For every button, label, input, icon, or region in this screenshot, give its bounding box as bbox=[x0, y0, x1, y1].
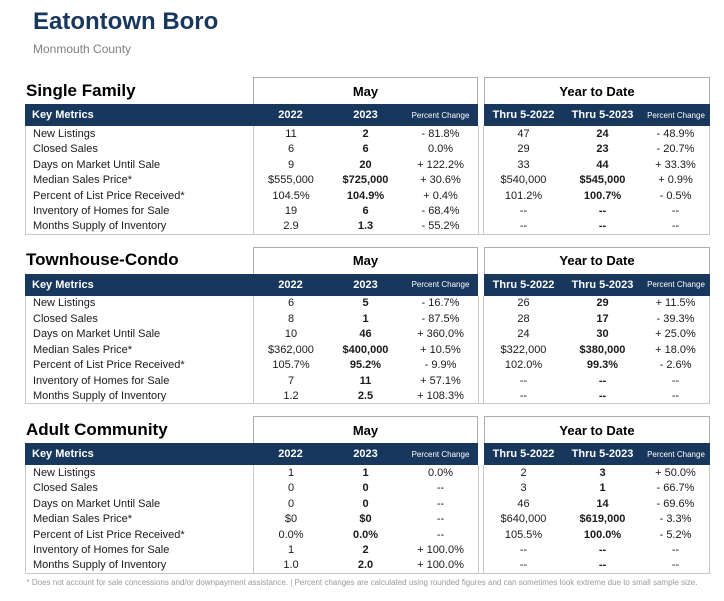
value-thru-2023: -- bbox=[563, 558, 642, 574]
value-may-2022: 1.0 bbox=[253, 558, 328, 574]
value-thru-2022: 47 bbox=[517, 127, 530, 140]
value-thru-2023: $545,000 bbox=[579, 174, 626, 187]
value-may-2023: 95.2% bbox=[349, 359, 382, 372]
metric-label: New Listings bbox=[25, 126, 253, 142]
table-row bbox=[25, 558, 710, 574]
value-may-2022: 9 bbox=[253, 157, 328, 173]
column-header-row bbox=[25, 443, 710, 465]
section-title: Single Family bbox=[26, 80, 136, 100]
column-header-ytd-percent-change: Percent Change bbox=[642, 104, 710, 126]
value-may-2022: 19 bbox=[253, 204, 328, 220]
value-thru-2022: $322,000 bbox=[500, 343, 547, 356]
value-may-percent-change: + 100.0% bbox=[417, 544, 464, 557]
value-may-percent-change: + 57.1% bbox=[420, 374, 461, 387]
section-rows bbox=[25, 465, 710, 574]
metric-label: Days on Market Until Sale bbox=[25, 157, 253, 173]
value-may-2022: 0 bbox=[253, 496, 328, 512]
value-ytd-percent-change: + 33.3% bbox=[642, 157, 710, 173]
value-may-2022: 10 bbox=[253, 327, 328, 343]
value-may-2023: 0 bbox=[362, 482, 369, 495]
value-may-2023: 0 bbox=[362, 497, 369, 510]
value-ytd-percent-change: - 2.6% bbox=[642, 358, 710, 374]
value-may-2023: 6 bbox=[362, 143, 369, 156]
column-header-thru-2022: Thru 5-2022 bbox=[484, 443, 563, 465]
value-ytd-percent-change: -- bbox=[642, 558, 710, 574]
value-ytd-percent-change: + 50.0% bbox=[642, 465, 710, 481]
value-thru-2022: 46 bbox=[517, 497, 530, 510]
section-title: Adult Community bbox=[26, 419, 168, 439]
value-may-2023: $400,000 bbox=[342, 343, 389, 356]
table-row bbox=[25, 512, 710, 528]
value-may-2023: 2.5 bbox=[328, 389, 403, 405]
table-row bbox=[25, 543, 710, 559]
value-may-2022: 104.5% bbox=[253, 188, 328, 204]
value-may-percent-change: - 9.9% bbox=[424, 359, 457, 372]
value-thru-2023: 3 bbox=[599, 466, 606, 479]
value-thru-2022: -- bbox=[484, 389, 563, 405]
column-header-may-2022: 2022 bbox=[253, 274, 328, 296]
value-may-2022: 7 bbox=[253, 373, 328, 389]
table-row bbox=[25, 157, 710, 173]
value-may-2022: 11 bbox=[253, 126, 328, 142]
metric-label: Months Supply of Inventory bbox=[25, 558, 253, 574]
report-header bbox=[33, 8, 724, 56]
value-may-2023: $0 bbox=[359, 513, 372, 526]
table-row bbox=[25, 142, 710, 158]
column-header-may-percent-change: Percent Change bbox=[403, 443, 478, 465]
section-single-family bbox=[25, 77, 710, 235]
table-row bbox=[25, 496, 710, 512]
value-may-2023: 2 bbox=[362, 127, 369, 140]
value-may-2022: $555,000 bbox=[253, 173, 328, 189]
value-ytd-percent-change: - 66.7% bbox=[642, 481, 710, 497]
value-ytd-percent-change: - 20.7% bbox=[642, 142, 710, 158]
value-may-percent-change: -- bbox=[436, 497, 445, 510]
value-thru-2022: 2 bbox=[520, 466, 527, 479]
value-ytd-percent-change: -- bbox=[642, 219, 710, 235]
section-title-row bbox=[25, 247, 710, 274]
column-header-may-2022: 2022 bbox=[253, 443, 328, 465]
value-may-percent-change: - 87.5% bbox=[421, 312, 460, 325]
value-thru-2023: -- bbox=[598, 544, 607, 557]
value-thru-2023: $619,000 bbox=[579, 513, 626, 526]
group-header-may: May bbox=[253, 416, 478, 443]
value-ytd-percent-change: - 5.2% bbox=[642, 527, 710, 543]
column-header-ytd-percent-change: Percent Change bbox=[642, 443, 710, 465]
value-ytd-percent-change: - 3.3% bbox=[642, 512, 710, 528]
value-ytd-percent-change: + 25.0% bbox=[642, 327, 710, 343]
value-may-percent-change: + 100.0% bbox=[403, 558, 478, 574]
value-may-2022: 2.9 bbox=[253, 219, 328, 235]
value-thru-2023: 99.3% bbox=[586, 359, 619, 372]
table-row bbox=[25, 527, 710, 543]
value-may-2022: 6 bbox=[253, 296, 328, 312]
value-may-2022: $0 bbox=[253, 512, 328, 528]
value-thru-2022: -- bbox=[519, 544, 528, 557]
value-thru-2022: 101.2% bbox=[504, 189, 543, 202]
page-subtitle: Monmouth County bbox=[33, 42, 132, 56]
value-may-percent-change: - 68.4% bbox=[421, 205, 460, 218]
metric-label: Percent of List Price Received* bbox=[25, 358, 253, 374]
column-header-key-metrics: Key Metrics bbox=[25, 443, 253, 465]
value-ytd-percent-change: -- bbox=[642, 204, 710, 220]
value-thru-2022: 28 bbox=[517, 312, 530, 325]
value-thru-2022: $540,000 bbox=[500, 174, 547, 187]
value-may-2022: 0.0% bbox=[253, 527, 328, 543]
section-title-row bbox=[25, 77, 710, 104]
table-row bbox=[25, 389, 710, 405]
value-may-2023: 46 bbox=[359, 328, 372, 341]
value-may-2022: 6 bbox=[253, 142, 328, 158]
value-thru-2022: -- bbox=[484, 219, 563, 235]
column-header-thru-2023: Thru 5-2023 bbox=[563, 443, 642, 465]
page-title: Eatontown Boro bbox=[33, 8, 219, 35]
column-header-key-metrics: Key Metrics bbox=[25, 274, 253, 296]
value-thru-2023: -- bbox=[563, 389, 642, 405]
value-thru-2022: 33 bbox=[517, 158, 530, 171]
table-row bbox=[25, 173, 710, 189]
table-row bbox=[25, 296, 710, 312]
table-row bbox=[25, 219, 710, 235]
value-may-percent-change: + 122.2% bbox=[417, 158, 464, 171]
value-thru-2022: -- bbox=[484, 558, 563, 574]
value-may-2022: 1 bbox=[253, 465, 328, 481]
value-ytd-percent-change: - 39.3% bbox=[642, 311, 710, 327]
value-thru-2023: 24 bbox=[596, 127, 609, 140]
metric-label: Median Sales Price* bbox=[25, 342, 253, 358]
column-header-thru-2022: Thru 5-2022 bbox=[484, 104, 563, 126]
section-rows bbox=[25, 296, 710, 405]
value-thru-2023: $380,000 bbox=[579, 343, 626, 356]
value-may-2022: $362,000 bbox=[253, 342, 328, 358]
metric-label: Inventory of Homes for Sale bbox=[25, 543, 253, 559]
column-header-may-percent-change: Percent Change bbox=[403, 104, 478, 126]
section-townhouse-condo bbox=[25, 247, 710, 405]
value-may-percent-change: - 81.8% bbox=[421, 127, 460, 140]
metric-label: Median Sales Price* bbox=[25, 512, 253, 528]
metric-label: Closed Sales bbox=[25, 142, 253, 158]
value-ytd-percent-change: - 69.6% bbox=[642, 496, 710, 512]
column-header-may-2023: 2023 bbox=[328, 104, 403, 126]
group-header-year-to-date: Year to Date bbox=[484, 416, 710, 443]
metric-label: Closed Sales bbox=[25, 311, 253, 327]
column-header-may-percent-change: Percent Change bbox=[403, 274, 478, 296]
value-may-2023: 1 bbox=[362, 312, 369, 325]
value-may-2023: 2 bbox=[362, 544, 369, 557]
metric-label: Percent of List Price Received* bbox=[25, 188, 253, 204]
table-row bbox=[25, 358, 710, 374]
metric-label: Inventory of Homes for Sale bbox=[25, 204, 253, 220]
value-thru-2022: -- bbox=[519, 374, 528, 387]
metric-label: Closed Sales bbox=[25, 481, 253, 497]
value-thru-2023: 44 bbox=[596, 158, 609, 171]
value-may-2023: 5 bbox=[362, 297, 369, 310]
value-thru-2023: 23 bbox=[596, 143, 609, 156]
value-may-2023: 104.9% bbox=[346, 189, 385, 202]
metric-label: Days on Market Until Sale bbox=[25, 327, 253, 343]
metric-label: New Listings bbox=[25, 465, 253, 481]
metric-label: Inventory of Homes for Sale bbox=[25, 373, 253, 389]
value-thru-2022: 26 bbox=[517, 297, 530, 310]
value-thru-2022: 3 bbox=[520, 482, 527, 495]
metric-label: Median Sales Price* bbox=[25, 173, 253, 189]
value-may-2023: 11 bbox=[359, 374, 372, 387]
footnote: * Does not account for sale concessions and/or downpayment assistance. | Percent changes are calculated using rounded figures and can sometimes look extreme due to small sample size. bbox=[26, 577, 698, 587]
group-header-year-to-date: Year to Date bbox=[484, 77, 710, 104]
value-thru-2023: 17 bbox=[596, 312, 609, 325]
value-thru-2023: -- bbox=[563, 219, 642, 235]
column-header-row bbox=[25, 104, 710, 126]
value-may-2022: 1.2 bbox=[253, 389, 328, 405]
value-may-percent-change: 0.0% bbox=[427, 143, 454, 156]
metric-label: Days on Market Until Sale bbox=[25, 496, 253, 512]
section-title: Townhouse-Condo bbox=[26, 250, 179, 269]
value-may-2022: 0 bbox=[253, 481, 328, 497]
metric-label: Months Supply of Inventory bbox=[25, 219, 253, 235]
section-rows bbox=[25, 126, 710, 235]
metric-label: Percent of List Price Received* bbox=[25, 527, 253, 543]
column-header-key-metrics: Key Metrics bbox=[25, 104, 253, 126]
table-row bbox=[25, 373, 710, 389]
table-row bbox=[25, 188, 710, 204]
value-thru-2023: 1 bbox=[599, 482, 606, 495]
group-header-year-to-date: Year to Date bbox=[484, 247, 710, 274]
column-header-thru-2023: Thru 5-2023 bbox=[563, 274, 642, 296]
column-header-thru-2022: Thru 5-2022 bbox=[484, 274, 563, 296]
value-thru-2023: 30 bbox=[596, 328, 609, 341]
value-may-percent-change: + 108.3% bbox=[403, 389, 478, 405]
column-header-may-2023: 2023 bbox=[328, 274, 403, 296]
value-may-percent-change: -- bbox=[436, 528, 445, 541]
value-thru-2023: -- bbox=[598, 205, 607, 218]
value-may-2023: $725,000 bbox=[342, 174, 389, 187]
group-header-may: May bbox=[253, 77, 478, 104]
value-may-percent-change: - 16.7% bbox=[421, 297, 460, 310]
value-thru-2023: 100.7% bbox=[583, 189, 622, 202]
table-row bbox=[25, 204, 710, 220]
value-may-percent-change: + 0.4% bbox=[423, 189, 458, 202]
value-thru-2022: $640,000 bbox=[500, 513, 547, 526]
value-thru-2023: 29 bbox=[596, 297, 609, 310]
value-thru-2022: -- bbox=[519, 205, 528, 218]
column-header-may-2022: 2022 bbox=[253, 104, 328, 126]
section-adult-community bbox=[25, 416, 710, 574]
column-header-thru-2023: Thru 5-2023 bbox=[563, 104, 642, 126]
value-thru-2022: 105.5% bbox=[504, 528, 543, 541]
value-may-percent-change: - 55.2% bbox=[403, 219, 478, 235]
value-ytd-percent-change: -- bbox=[642, 373, 710, 389]
table-row bbox=[25, 342, 710, 358]
value-may-percent-change: -- bbox=[436, 513, 445, 526]
value-ytd-percent-change: + 11.5% bbox=[642, 296, 710, 312]
value-may-percent-change: + 10.5% bbox=[420, 343, 461, 356]
table-row bbox=[25, 465, 710, 481]
value-may-percent-change: + 360.0% bbox=[417, 328, 464, 341]
value-may-2023: 6 bbox=[362, 205, 369, 218]
value-may-2022: 105.7% bbox=[253, 358, 328, 374]
table-row bbox=[25, 311, 710, 327]
metric-label: Months Supply of Inventory bbox=[25, 389, 253, 405]
column-header-row bbox=[25, 274, 710, 296]
value-ytd-percent-change: + 0.9% bbox=[642, 173, 710, 189]
value-thru-2023: 14 bbox=[596, 497, 609, 510]
table-row bbox=[25, 327, 710, 343]
value-may-2023: 2.0 bbox=[328, 558, 403, 574]
value-thru-2022: 29 bbox=[517, 143, 530, 156]
value-ytd-percent-change: + 18.0% bbox=[642, 342, 710, 358]
report-sections bbox=[0, 77, 724, 574]
column-header-ytd-percent-change: Percent Change bbox=[642, 274, 710, 296]
table-row bbox=[25, 126, 710, 142]
value-thru-2022: 102.0% bbox=[504, 359, 543, 372]
value-may-percent-change: -- bbox=[436, 482, 445, 495]
value-ytd-percent-change: -- bbox=[642, 389, 710, 405]
value-may-percent-change: 0.0% bbox=[427, 466, 454, 479]
value-may-2022: 1 bbox=[253, 543, 328, 559]
value-thru-2022: 24 bbox=[517, 328, 530, 341]
value-ytd-percent-change: -- bbox=[642, 543, 710, 559]
value-may-2022: 8 bbox=[253, 311, 328, 327]
value-thru-2023: -- bbox=[598, 374, 607, 387]
value-ytd-percent-change: - 48.9% bbox=[642, 126, 710, 142]
value-may-2023: 0.0% bbox=[352, 528, 379, 541]
metric-label: New Listings bbox=[25, 296, 253, 312]
group-header-may: May bbox=[253, 247, 478, 274]
value-may-percent-change: + 30.6% bbox=[420, 174, 461, 187]
section-title-row bbox=[25, 416, 710, 443]
value-may-2023: 20 bbox=[359, 158, 372, 171]
value-thru-2023: 100.0% bbox=[583, 528, 622, 541]
value-ytd-percent-change: - 0.5% bbox=[642, 188, 710, 204]
table-row bbox=[25, 481, 710, 497]
column-header-may-2023: 2023 bbox=[328, 443, 403, 465]
value-may-2023: 1.3 bbox=[328, 219, 403, 235]
value-may-2023: 1 bbox=[362, 466, 369, 479]
